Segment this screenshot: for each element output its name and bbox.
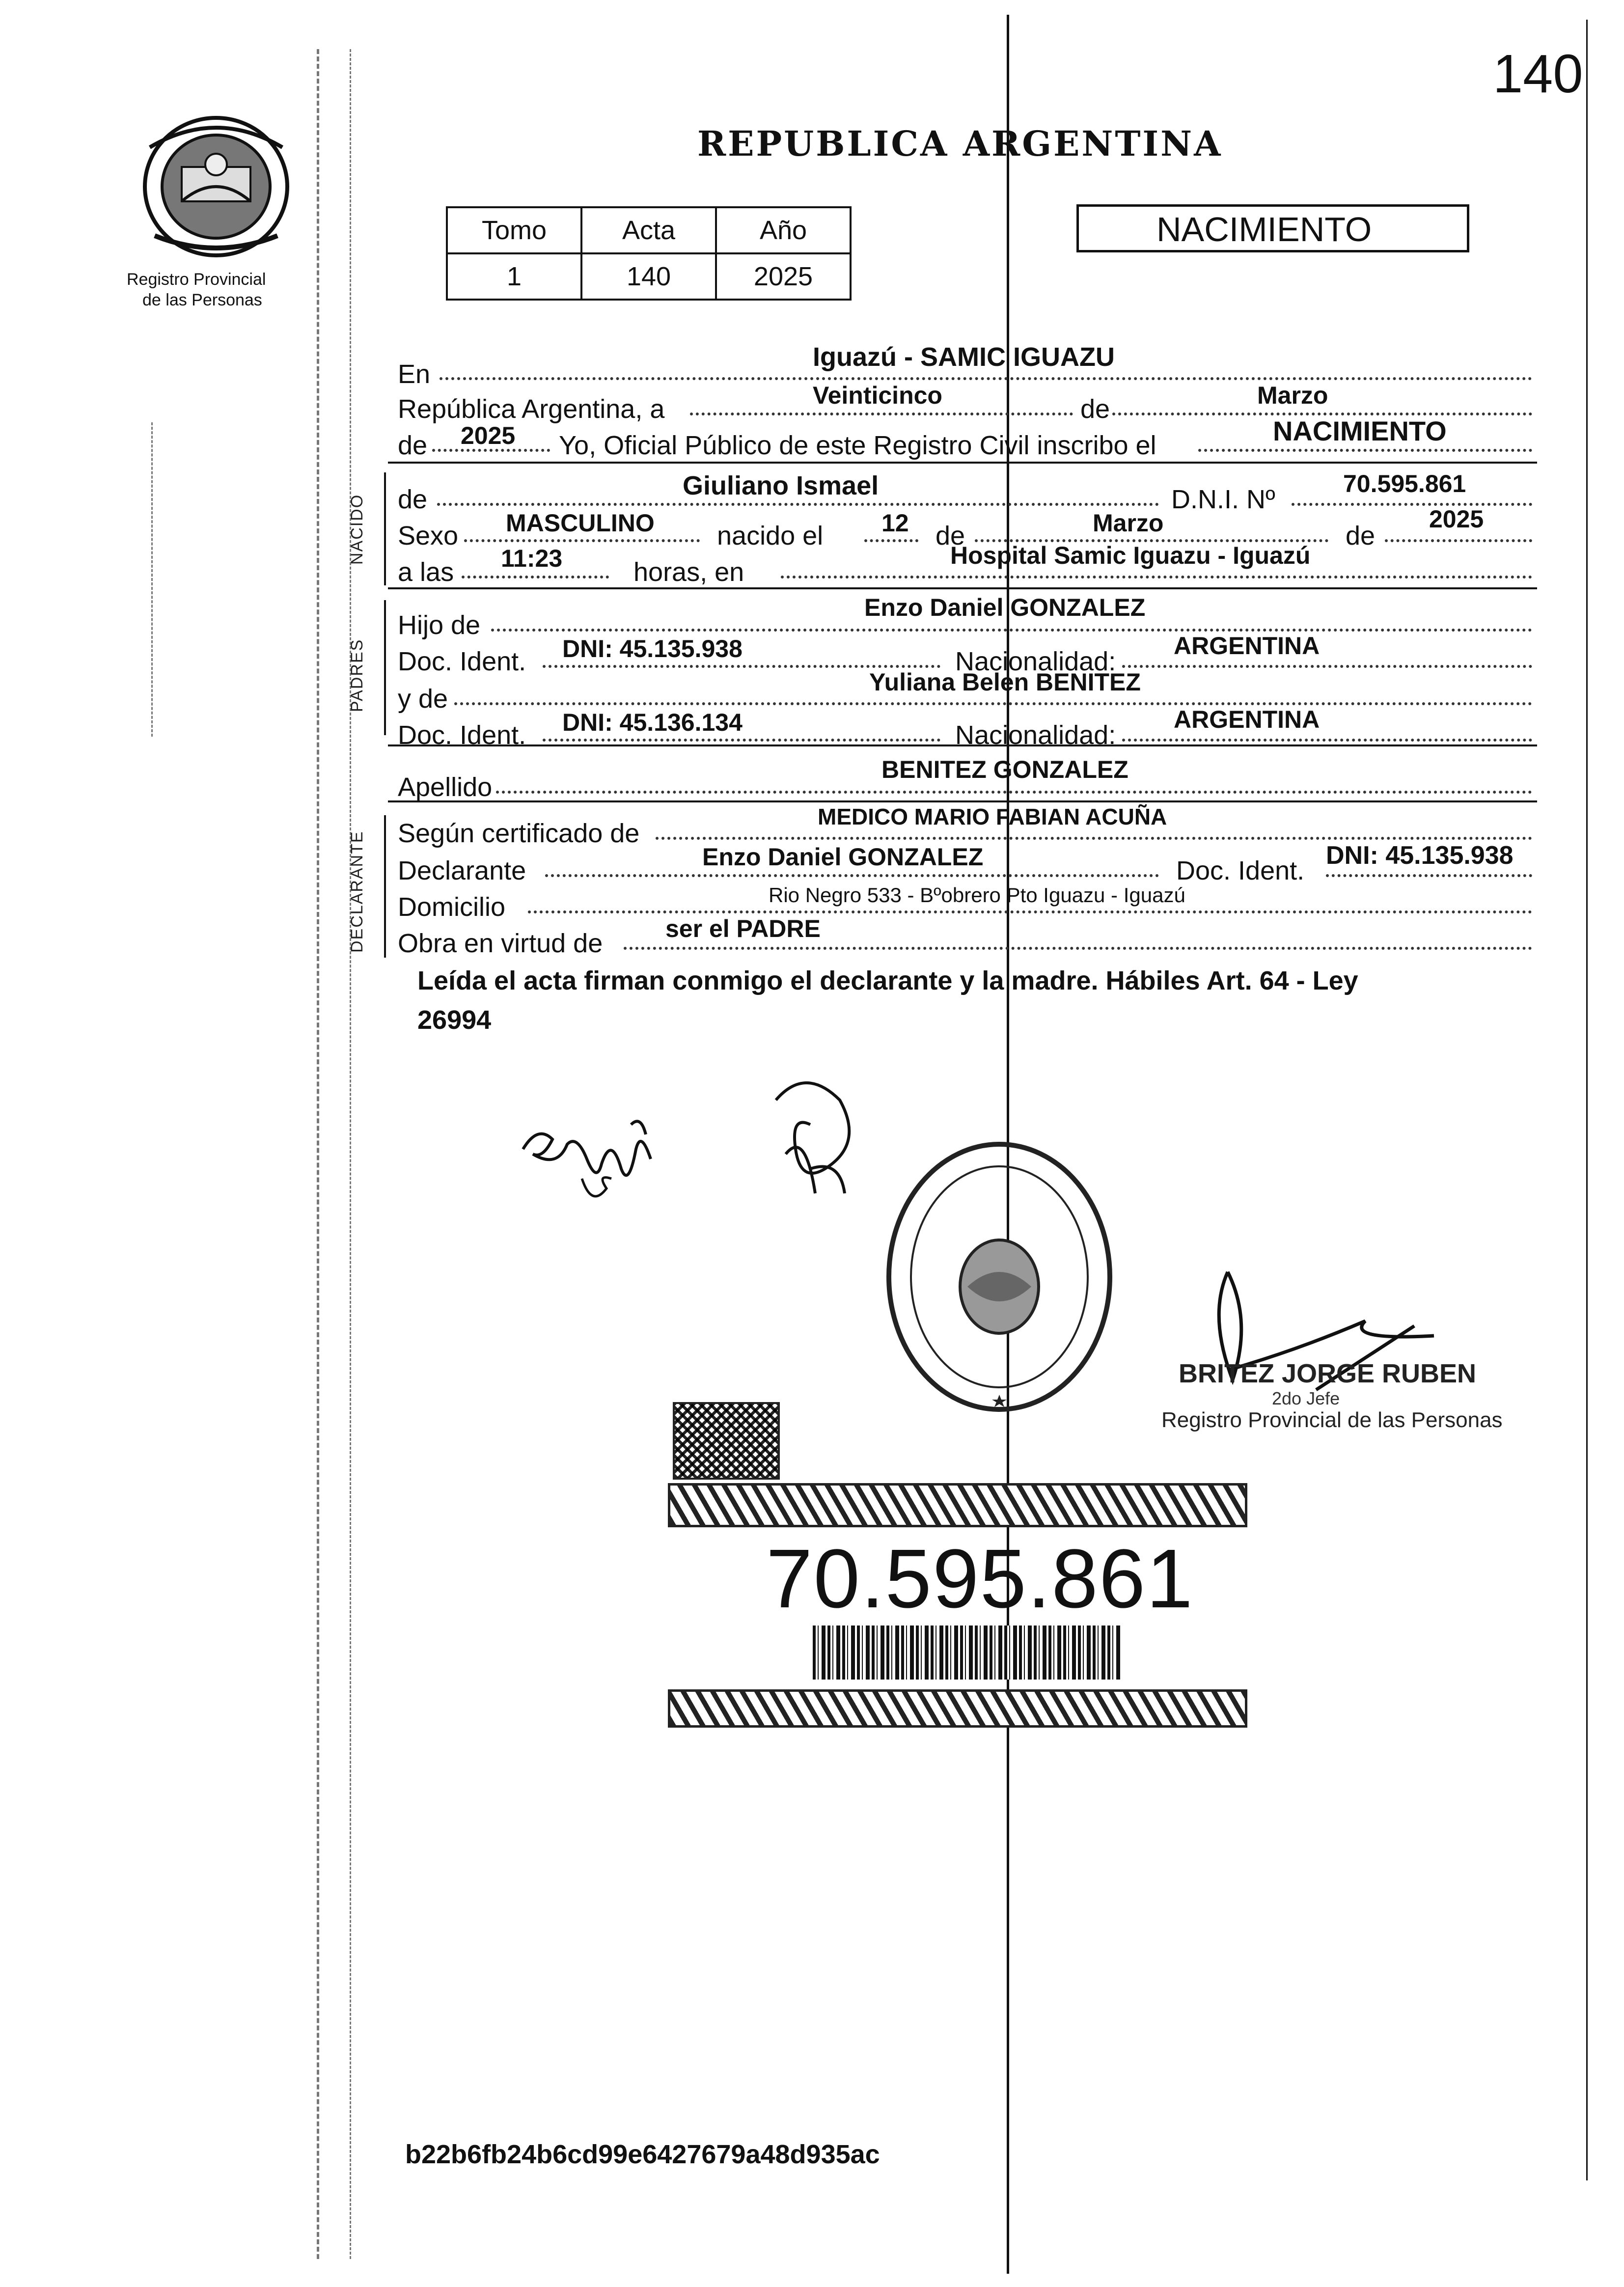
obra-label: Obra en virtud de (398, 929, 603, 958)
yde-label: y de (398, 684, 448, 714)
barcode-number: 70.595.861 (766, 1532, 1194, 1626)
intro-place: Iguazú - SAMIC IGUAZU (813, 342, 1115, 372)
anio-value: 2025 (716, 253, 851, 300)
mother-signature (513, 1105, 675, 1213)
republica-label: República Argentina, a (398, 394, 665, 424)
declarante-doc: DNI: 45.135.938 (1326, 841, 1514, 870)
declarante-doc-label: Doc. Ident. (1176, 856, 1305, 885)
en-label: En (398, 359, 431, 389)
document-hash: b22b6fb24b6cd99e6427679a48d935ac (405, 2140, 880, 2169)
tomo-value: 1 (447, 253, 581, 300)
official-org: Registro Provincial de las Personas (1161, 1408, 1503, 1432)
intro-day: Veinticinco (813, 382, 942, 409)
barcode (813, 1626, 1122, 1680)
declarante-name: Enzo Daniel GONZALEZ (702, 843, 984, 871)
father-name: Enzo Daniel GONZALEZ (864, 594, 1146, 621)
child-dni: 70.595.861 (1343, 470, 1466, 497)
obra-value: ser el PADRE (665, 915, 821, 942)
intro-de2-label: de (398, 431, 428, 460)
intro-month: Marzo (1257, 382, 1328, 409)
declarant-signature (742, 1071, 869, 1218)
father-doc-label: Doc. Ident. (398, 647, 526, 676)
father-nationality: ARGENTINA (1174, 632, 1320, 660)
birth-month: Marzo (1093, 509, 1164, 537)
father-doc: DNI: 45.135.938 (562, 635, 743, 662)
mother-name: Yuliana Belen BENITEZ (869, 668, 1141, 696)
sexo-label: Sexo (398, 521, 459, 551)
hijo-de-label: Hijo de (398, 610, 481, 640)
birth-place: Hospital Samic Iguazu - Iguazú (950, 542, 1311, 569)
official-name: BRITEZ JORGE RUBEN (1179, 1359, 1477, 1388)
birth-year: 2025 (1429, 505, 1484, 533)
closing-line1: Leída el acta firman conmigo el declarante y la madre. Hábiles Art. 64 - Ley (417, 966, 1358, 995)
official-oval-stamp (884, 1139, 1115, 1414)
intro-de-label: de (1080, 394, 1110, 424)
mother-doc: DNI: 45.136.134 (562, 709, 743, 736)
acta-value: 140 (581, 253, 716, 300)
registry-name-line1: Registro Provincial (127, 270, 266, 289)
security-stripe-top (668, 1483, 1247, 1527)
nacido-section-label: NACIDO (348, 494, 366, 565)
mother-nationality: ARGENTINA (1174, 706, 1320, 733)
father-nac-label: Nacionalidad: (955, 647, 1116, 676)
domicilio-label: Domicilio (398, 892, 506, 922)
birth-time: 11:23 (501, 545, 563, 572)
dni-label: D.N.I. Nº (1171, 485, 1275, 514)
declarante-label: Declarante (398, 856, 526, 885)
official-role: 2do Jefe (1272, 1388, 1340, 1408)
birth-day: 12 (881, 509, 909, 537)
apellido-value: BENITEZ GONZALEZ (881, 756, 1129, 783)
inscribo-text: Yo, Oficial Público de este Registro Civil inscribo el (559, 431, 1156, 460)
mother-nac-label: Nacionalidad: (955, 720, 1116, 750)
cert-label: Según certificado de (398, 819, 640, 848)
child-name: Giuliano Ismael (683, 471, 879, 500)
apellido-label: Apellido (398, 772, 493, 802)
child-sexo: MASCULINO (506, 509, 655, 537)
cert-value: MEDICO MARIO FABIAN ACUÑA (818, 804, 1167, 829)
registry-seal-logo (135, 113, 297, 260)
padres-section-label: PADRES (348, 638, 366, 712)
birth-de3-label: de (1346, 521, 1376, 551)
acta-header: Acta (581, 207, 716, 253)
domicilio-value: Rio Negro 533 - Bºobrero Pto Iguazu - Iguazú (769, 883, 1185, 907)
intro-year: 2025 (461, 422, 516, 449)
birth-de-label: de (936, 521, 965, 551)
right-border (1586, 20, 1588, 2180)
security-stripe-bottom (668, 1689, 1247, 1728)
nacido-el-label: nacido el (717, 521, 824, 551)
closing-line2: 26994 (417, 1005, 492, 1035)
document-title: REPUBLICA ARGENTINA (697, 123, 1223, 164)
mother-doc-label: Doc. Ident. (398, 720, 526, 750)
inscribo-value: NACIMIENTO (1273, 415, 1447, 446)
margin-line (151, 422, 153, 737)
security-pattern (673, 1402, 780, 1480)
declarante-section-label: DECLARANTE (348, 830, 366, 953)
tomo-header: Tomo (447, 207, 581, 253)
anio-header: Año (716, 207, 851, 253)
alas-label: a las (398, 557, 454, 587)
record-table (446, 206, 852, 301)
nacido-de-label: de (398, 485, 428, 514)
horas-label: horas, en (633, 557, 744, 587)
record-type: NACIMIENTO (1156, 210, 1372, 248)
page-number: 140 (1493, 44, 1583, 104)
margin-line (350, 49, 351, 2259)
margin-line (317, 49, 319, 2259)
registry-name-line2: de las Personas (142, 291, 262, 309)
